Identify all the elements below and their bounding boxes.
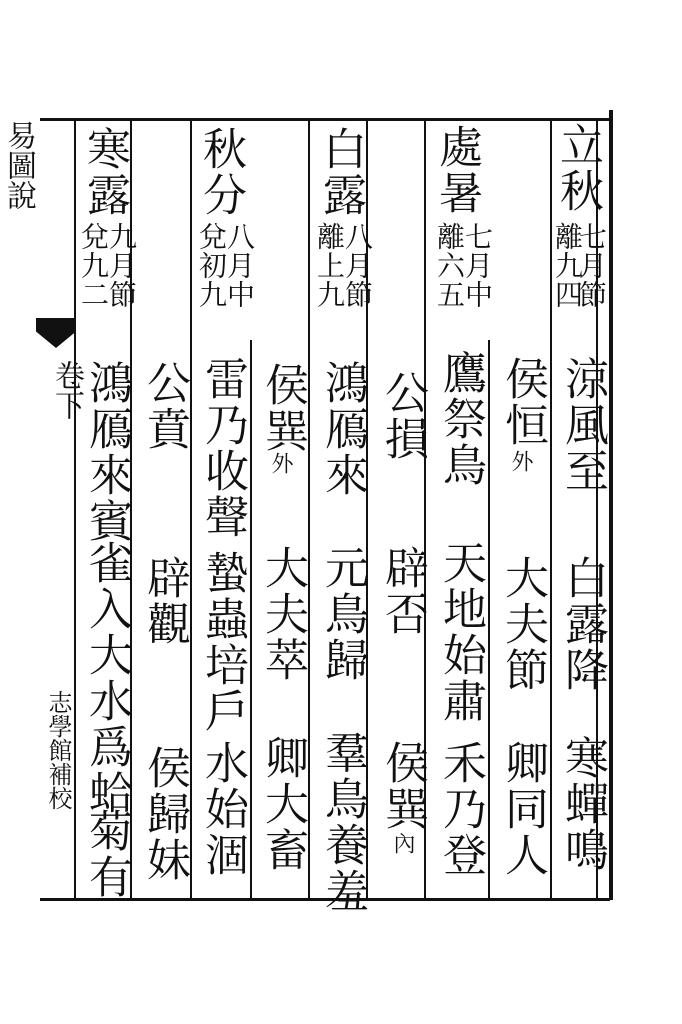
officer-hou: 侯巽 [257, 362, 308, 454]
hexagram-note: 離六五 [433, 222, 466, 309]
officer-gong: 公賁 [139, 360, 190, 452]
hexagram-note: 離上九 [313, 222, 346, 309]
phenomenon-3: 禾乃登 [435, 740, 486, 878]
phenomenon-2: 蟄蟲培戶 [197, 550, 248, 734]
phenomenon-1: 鴻鴈來 [317, 360, 368, 498]
officer-note: 外 [508, 450, 533, 472]
solar-term-name: 秋分 [195, 126, 246, 218]
officer-pi: 辟觀 [139, 555, 190, 647]
volume-label: 卷下 [49, 360, 84, 420]
book-title: 易圖說 [1, 120, 36, 210]
month-note: 九月節 [105, 222, 138, 309]
column-rule [308, 118, 310, 898]
phenomenon-2: 元鳥歸 [317, 545, 368, 683]
phenomenon-1: 涼風至 [557, 356, 608, 494]
phenomenon-1: 雷乃收聲 [197, 356, 248, 540]
officer-qing: 卿大畜 [257, 735, 308, 873]
solar-term-name: 白露 [315, 126, 366, 218]
hexagram-note: 離九四 [551, 222, 584, 309]
officer-gong: 公損 [377, 370, 428, 462]
fish-tail-mark [36, 318, 76, 348]
frame-top-line [40, 118, 610, 121]
margin-book-title [2, 120, 38, 210]
column-rule [488, 340, 490, 898]
month-note: 八月節 [341, 222, 374, 309]
printer-label: 志學館補校 [44, 690, 72, 810]
officer-note: 外 [268, 452, 293, 474]
solar-term-name: 立秋 [552, 122, 603, 214]
officer-hou: 侯歸妹 [139, 745, 190, 883]
officer-hou: 侯巽 [377, 740, 428, 832]
officer-dafu: 大夫萃 [257, 545, 308, 683]
column-rule [74, 118, 76, 898]
phenomenon-3: 寒蟬鳴 [557, 735, 608, 873]
phenomenon-1: 鷹祭鳥 [435, 350, 486, 488]
month-note: 八月中 [223, 222, 256, 309]
hexagram-note: 兌初九 [195, 222, 228, 309]
phenomenon-3: 羣鳥養羞 [317, 730, 368, 914]
hexagram-note: 兌九二 [77, 222, 110, 309]
month-note: 七月節 [575, 222, 608, 309]
phenomenon-2: 天地始肅 [435, 540, 486, 724]
officer-hou: 侯恒 [497, 356, 548, 448]
officer-dafu: 大夫節 [497, 555, 548, 693]
phenomenon-3: 水始涸 [197, 740, 248, 878]
column-rule [190, 118, 192, 898]
column-rule [250, 340, 252, 898]
phenomenon-1: 鴻鴈來賓 [81, 360, 132, 544]
solar-term-name: 處暑 [431, 124, 482, 216]
officer-pi: 辟否 [377, 545, 428, 637]
month-note: 七月中 [461, 222, 494, 309]
phenomenon-2: 雀入大水爲蛤 [81, 540, 132, 816]
phenomenon-3: 菊有 [81, 808, 132, 900]
solar-term-name: 寒露 [79, 126, 130, 218]
officer-qing: 卿同人 [497, 740, 548, 878]
phenomenon-2: 白露降 [557, 555, 608, 693]
officer-note: 內 [390, 832, 415, 854]
frame-right-outer-line [609, 110, 613, 900]
